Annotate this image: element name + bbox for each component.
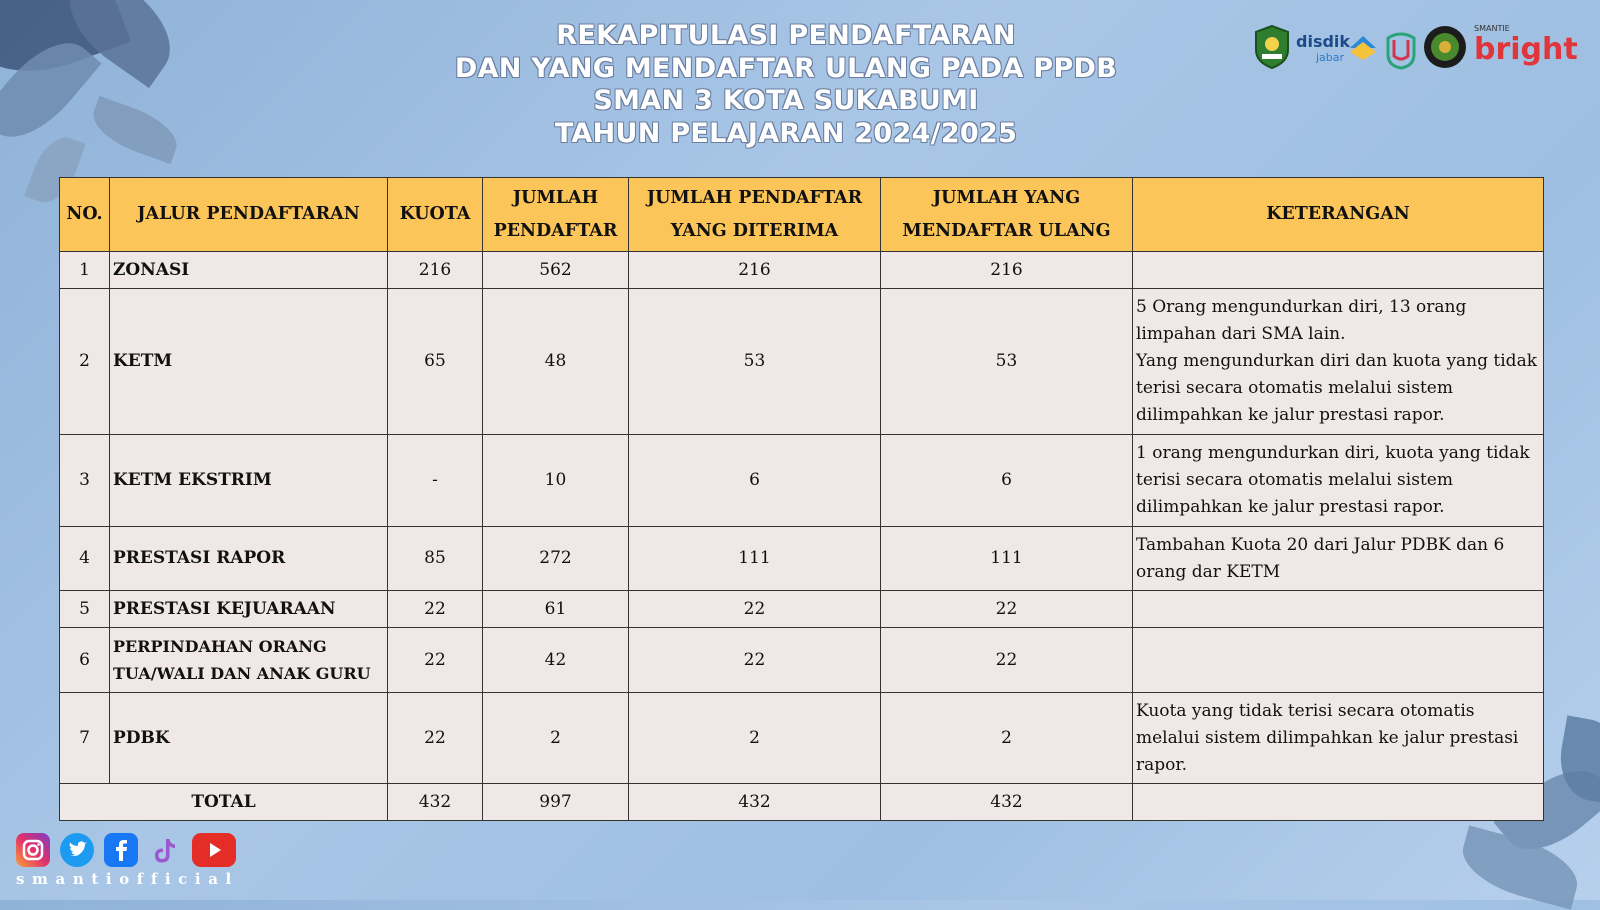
cell-kuota: 22	[388, 693, 483, 784]
cell-diterima: 22	[629, 591, 881, 628]
social-icons	[16, 833, 236, 867]
smantie-text: SMANTIE	[1474, 24, 1510, 33]
cell-diterima: 22	[629, 628, 881, 693]
cell-pendaftar: 48	[483, 289, 629, 435]
cell-no: 4	[60, 527, 110, 591]
youtube-icon[interactable]	[192, 833, 236, 867]
cell-no: 1	[60, 252, 110, 289]
cell-kuota: 22	[388, 628, 483, 693]
table-row	[60, 693, 1544, 784]
table-total-row	[60, 784, 1544, 821]
cell-keterangan: 1 orang mengundurkan diri, kuota yang tidak terisi secara otomatis melalui sistem dilimpahkan ke jalur prestasi rapor.	[1133, 435, 1544, 527]
total-pendaftar: 997	[483, 784, 629, 821]
header-keterangan: KETERANGAN	[1133, 178, 1544, 252]
disdik-text: disdik	[1296, 32, 1351, 51]
total-diterima: 432	[629, 784, 881, 821]
disdik-logo	[1296, 32, 1351, 66]
cell-kuota: 85	[388, 527, 483, 591]
header-ulang	[881, 178, 1133, 252]
table-row	[60, 289, 1544, 435]
cell-keterangan	[1133, 628, 1544, 693]
smantie-bright-logo	[1474, 24, 1578, 66]
cell-ulang: 111	[881, 527, 1133, 591]
header-pendaftar-line1: JUMLAH	[512, 187, 599, 208]
cell-ulang: 6	[881, 435, 1133, 527]
keterangan-line-2: Yang mengundurkan diri dan kuota yang tidak terisi secara otomatis melalui sistem dilimpahkan ke jalur prestasi rapor.	[1136, 351, 1538, 425]
title-line-3: SMAN 3 KOTA SUKABUMI	[593, 85, 979, 116]
facebook-icon[interactable]	[104, 833, 138, 867]
cell-keterangan	[1133, 289, 1544, 435]
instagram-icon[interactable]	[16, 833, 50, 867]
recap-table	[59, 177, 1544, 821]
cell-ulang: 53	[881, 289, 1133, 435]
osis-logo-icon	[1422, 24, 1468, 70]
total-kuota: 432	[388, 784, 483, 821]
cell-jalur: ZONASI	[110, 252, 388, 289]
table-row	[60, 591, 1544, 628]
cell-diterima: 216	[629, 252, 881, 289]
tiktok-icon[interactable]	[148, 833, 182, 867]
cell-diterima: 6	[629, 435, 881, 527]
header-diterima	[629, 178, 881, 252]
cell-ulang: 22	[881, 591, 1133, 628]
header-ulang-line2: MENDAFTAR ULANG	[902, 220, 1111, 241]
table-row	[60, 527, 1544, 591]
cell-ulang: 216	[881, 252, 1133, 289]
cell-pendaftar: 2	[483, 693, 629, 784]
table-row	[60, 628, 1544, 693]
cell-jalur: PERPINDAHAN ORANG TUA/WALI DAN ANAK GURU	[110, 628, 388, 693]
cell-pendaftar: 562	[483, 252, 629, 289]
header-no: NO.	[60, 178, 110, 252]
cell-keterangan: Kuota yang tidak terisi secara otomatis melalui sistem dilimpahkan ke jalur prestasi rapor.	[1133, 693, 1544, 784]
cell-no: 5	[60, 591, 110, 628]
cell-keterangan: Tambahan Kuota 20 dari Jalur PDBK dan 6 orang dar KETM	[1133, 527, 1544, 591]
header-diterima-line2: YANG DITERIMA	[670, 220, 839, 241]
cell-diterima: 111	[629, 527, 881, 591]
cell-jalur: PDBK	[110, 693, 388, 784]
header-diterima-line1: JUMLAH PENDAFTAR	[646, 187, 863, 208]
cell-jalur: PRESTASI KEJUARAAN	[110, 591, 388, 628]
cell-diterima: 53	[629, 289, 881, 435]
bright-text: bright	[1474, 32, 1578, 67]
cell-no: 3	[60, 435, 110, 527]
cell-pendaftar: 61	[483, 591, 629, 628]
table-row	[60, 435, 1544, 527]
header-jalur: JALUR PENDAFTARAN	[110, 178, 388, 252]
jabar-text: jabar	[1315, 51, 1344, 64]
cell-no: 7	[60, 693, 110, 784]
title-line-4: TAHUN PELAJARAN 2024/2025	[554, 117, 1018, 149]
logo-strip	[1252, 22, 1578, 72]
header-ulang-line1: JUMLAH YANG	[932, 187, 1081, 208]
school-crest-icon	[1384, 26, 1418, 70]
cell-jalur: KETM	[110, 289, 388, 435]
header-pendaftar	[483, 178, 629, 252]
total-ulang: 432	[881, 784, 1133, 821]
header-kuota: KUOTA	[388, 178, 483, 252]
cell-kuota: 65	[388, 289, 483, 435]
cell-keterangan	[1133, 591, 1544, 628]
title-line-2: DAN YANG MENDAFTAR ULANG PADA PPDB	[454, 52, 1118, 84]
cell-kuota: 216	[388, 252, 483, 289]
cell-jalur: KETM EKSTRIM	[110, 435, 388, 527]
total-label: TOTAL	[60, 784, 388, 821]
cell-jalur: PRESTASI RAPOR	[110, 527, 388, 591]
table-row	[60, 252, 1544, 289]
ministry-logo-icon	[1346, 30, 1380, 64]
cell-ulang: 2	[881, 693, 1133, 784]
title-line-1: REKAPITULASI PENDAFTARAN	[556, 20, 1016, 51]
header-pendaftar-line2: PENDAFTAR	[493, 220, 618, 241]
total-keterangan	[1133, 784, 1544, 821]
cell-ulang: 22	[881, 628, 1133, 693]
table-header-row	[60, 178, 1544, 252]
cell-kuota: 22	[388, 591, 483, 628]
keterangan-line-1: 5 Orang mengundurkan diri, 13 orang limpahan dari SMA lain.	[1136, 297, 1467, 344]
twitter-icon[interactable]	[60, 833, 94, 867]
cell-pendaftar: 10	[483, 435, 629, 527]
cell-no: 2	[60, 289, 110, 435]
cell-pendaftar: 42	[483, 628, 629, 693]
cell-diterima: 2	[629, 693, 881, 784]
cell-no: 6	[60, 628, 110, 693]
cell-kuota: -	[388, 435, 483, 527]
jabar-logo-icon	[1252, 24, 1292, 70]
social-handle: smantiofficial	[16, 870, 239, 888]
cell-pendaftar: 272	[483, 527, 629, 591]
cell-keterangan	[1133, 252, 1544, 289]
